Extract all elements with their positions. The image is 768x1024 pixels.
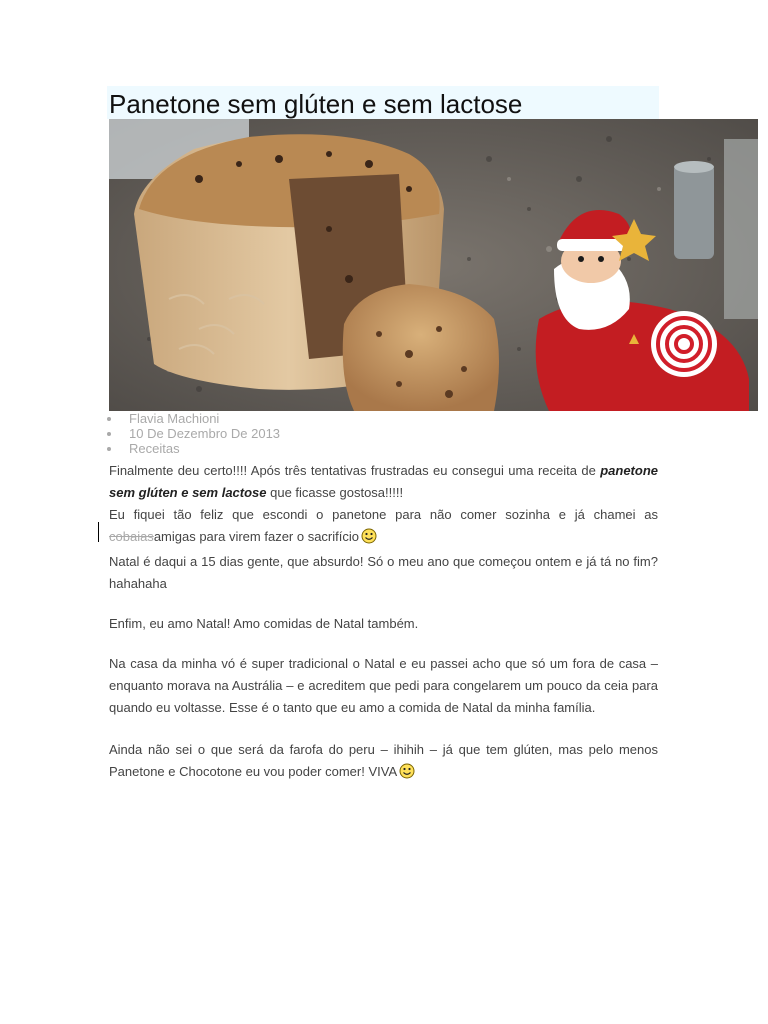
hero-photo [109, 119, 758, 411]
post-category[interactable]: Receitas [105, 441, 280, 456]
page-title: Panetone sem glúten e sem lactose [109, 89, 523, 119]
post-date[interactable]: 10 De Dezembro De 2013 [105, 426, 280, 441]
article-body [109, 460, 658, 786]
post-meta [105, 411, 280, 456]
post-author[interactable]: Flavia Machioni [105, 411, 280, 426]
smiley-icon [399, 763, 415, 786]
paragraph-6: Ainda não sei o que será da farofa do peru – ihihih – já que tem glúten, mas pelo menos Panetone e Chocotone eu vou poder comer! VIVA [109, 739, 658, 786]
smiley-icon [361, 528, 377, 551]
paragraph-5: Na casa da minha vó é super tradicional o Natal e eu passei acho que só um fora de casa – enquanto morava na Austrália – e acreditem que pedi para congelarem um pouco da ceia para quando eu voltasse. Esse é o tanto que eu amo a comida de Natal da minha família. [109, 656, 658, 715]
highlighted-recipe-name: panetone sem glúten e sem lactose [109, 463, 658, 500]
panettone-photo [109, 119, 758, 411]
paragraph-4: Enfim, eu amo Natal! Amo comidas de Natal também. [109, 616, 419, 631]
text-cursor [98, 522, 99, 542]
paragraph-1: Finalmente deu certo!!!! Após três tentativas frustradas eu consegui uma receita de panetone sem glúten e sem lactose que ficasse gostosa!!!!! [109, 463, 658, 500]
paragraph-2: Eu fiquei tão feliz que escondi o panetone para não comer sozinha e já chamei as cobaiasamigas para virem fazer o sacrifício [109, 504, 658, 551]
struck-word: cobaias [109, 529, 154, 544]
paragraph-3: Natal é daqui a 15 dias gente, que absurdo! Só o meu ano que começou ontem e já tá no fim? hahahaha [109, 554, 658, 591]
